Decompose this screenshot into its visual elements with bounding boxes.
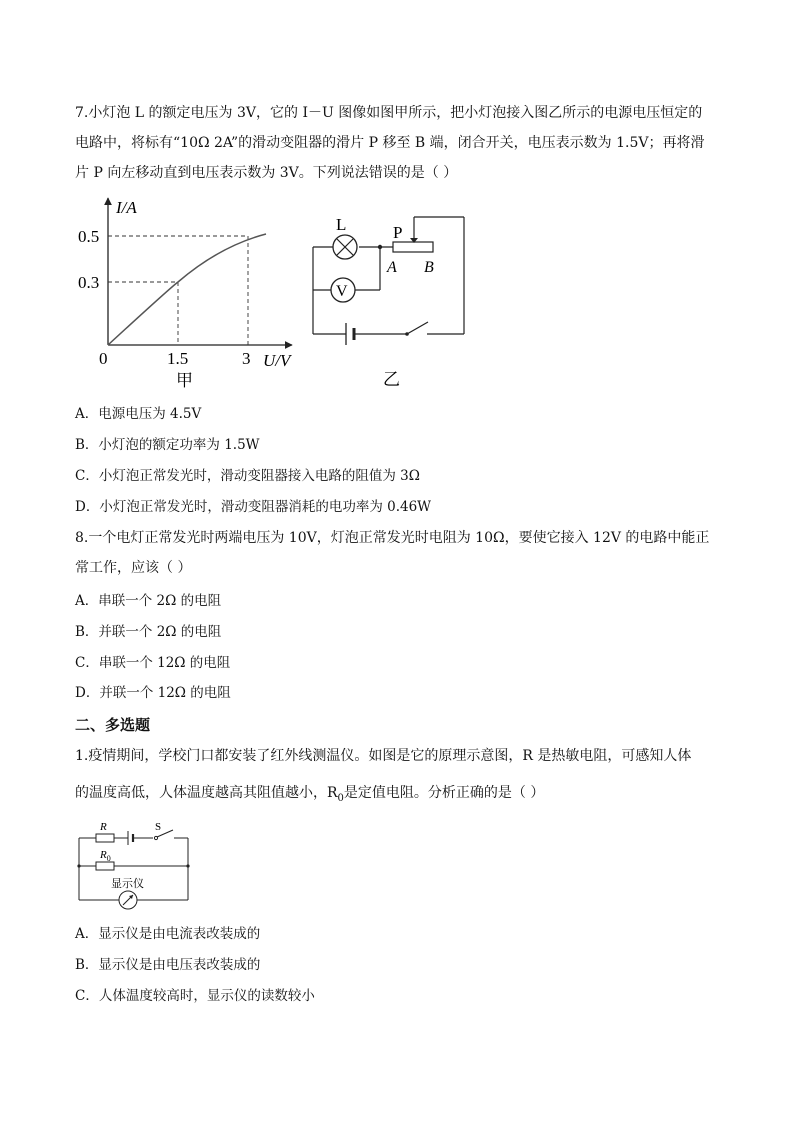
m1-stem-line1: 1.疫情期间，学校门口都安装了红外线测温仪。如图是它的原理示意图，R 是热敏电阻，可感知人体 xyxy=(75,748,692,764)
svg-text:V: V xyxy=(336,283,348,300)
y-tick-03: 0.3 xyxy=(78,273,100,292)
fixed-r0 xyxy=(96,862,114,870)
q8-stem-line1: 8.一个电灯正常发光时两端电压为 10V，灯泡正常发光时电阻为 10Ω，要使它接入 12V 的电路中能正 xyxy=(75,530,710,546)
circuit-caption: 乙 xyxy=(383,370,400,389)
q7-stem-line3: 片 P 向左移动直到电压表示数为 3V。下列说法错误的是（ ） xyxy=(75,165,458,181)
display-label: 显示仪 xyxy=(111,878,144,890)
m1-option-c[interactable]: C．人体温度较高时，显示仪的读数较小 xyxy=(75,988,315,1004)
battery-icon xyxy=(346,323,354,345)
q7-option-b[interactable]: B．小灯泡的额定功率为 1.5W xyxy=(75,437,260,453)
lamp-icon xyxy=(333,235,357,259)
q7-option-a[interactable]: A．电源电压为 4.5V xyxy=(75,406,202,422)
section-title: 二、多选题 xyxy=(75,716,151,734)
end-b-label: B xyxy=(424,259,434,276)
switch-icon xyxy=(405,322,428,336)
m1-circuit xyxy=(70,818,200,913)
q8-option-b[interactable]: B．并联一个 2Ω 的电阻 xyxy=(75,624,222,640)
iu-graph xyxy=(70,190,310,395)
y-axis-label: I/A xyxy=(116,198,137,217)
r-label: R xyxy=(100,821,107,833)
meter-icon xyxy=(119,891,137,909)
voltmeter-icon xyxy=(331,278,355,302)
x-tick-15: 1.5 xyxy=(167,349,189,368)
s-label: S xyxy=(155,821,162,833)
graph-caption: 甲 xyxy=(176,371,193,390)
origin-label: 0 xyxy=(99,349,108,368)
q7-option-c[interactable]: C．小灯泡正常发光时，滑动变阻器接入电路的阻值为 3Ω xyxy=(75,468,420,484)
q8-option-a[interactable]: A．串联一个 2Ω 的电阻 xyxy=(75,593,222,609)
q8-option-c[interactable]: C．串联一个 12Ω 的电阻 xyxy=(75,655,231,671)
thermistor-r xyxy=(96,834,114,842)
q7-stem-line2: 电路中，将标有“10Ω 2A”的滑动变阻器的滑片 P 移至 B 端，闭合开关，电压表示数为 1.5V；再将滑 xyxy=(75,135,705,151)
q8-stem-line2: 常工作，应该（ ） xyxy=(75,560,192,576)
q7-stem-line1: 7.小灯泡 L 的额定电压为 3V，它的 I－U 图像如图甲所示，把小灯泡接入图乙所示的电源电压恒定的 xyxy=(75,105,703,121)
q7-option-d[interactable]: D．小灯泡正常发光时，滑动变阻器消耗的电功率为 0.46W xyxy=(75,499,432,515)
x-axis-label: U/V xyxy=(263,351,291,370)
m1-stem-line2: 的温度高低，人体温度越高其阻值越小，$R_0$是定值电阻。分析正确的是（ ） xyxy=(75,785,545,804)
m1-option-b[interactable]: B．显示仪是由电压表改装成的 xyxy=(75,957,261,973)
q8-option-d[interactable]: D．并联一个 12Ω 的电阻 xyxy=(75,685,231,701)
end-a-label: A xyxy=(387,259,397,276)
y-tick-05: 0.5 xyxy=(78,227,100,246)
rheostat xyxy=(393,242,433,252)
x-tick-3: 3 xyxy=(242,349,251,368)
slider-label: P xyxy=(393,223,403,242)
lamp-label: L xyxy=(336,215,347,234)
r0-label: $R_0$ xyxy=(100,849,111,863)
q7-circuit xyxy=(300,205,480,395)
m1-option-a[interactable]: A．显示仪是由电流表改装成的 xyxy=(75,926,261,942)
iu-curve xyxy=(108,234,266,345)
battery-icon xyxy=(128,831,133,845)
